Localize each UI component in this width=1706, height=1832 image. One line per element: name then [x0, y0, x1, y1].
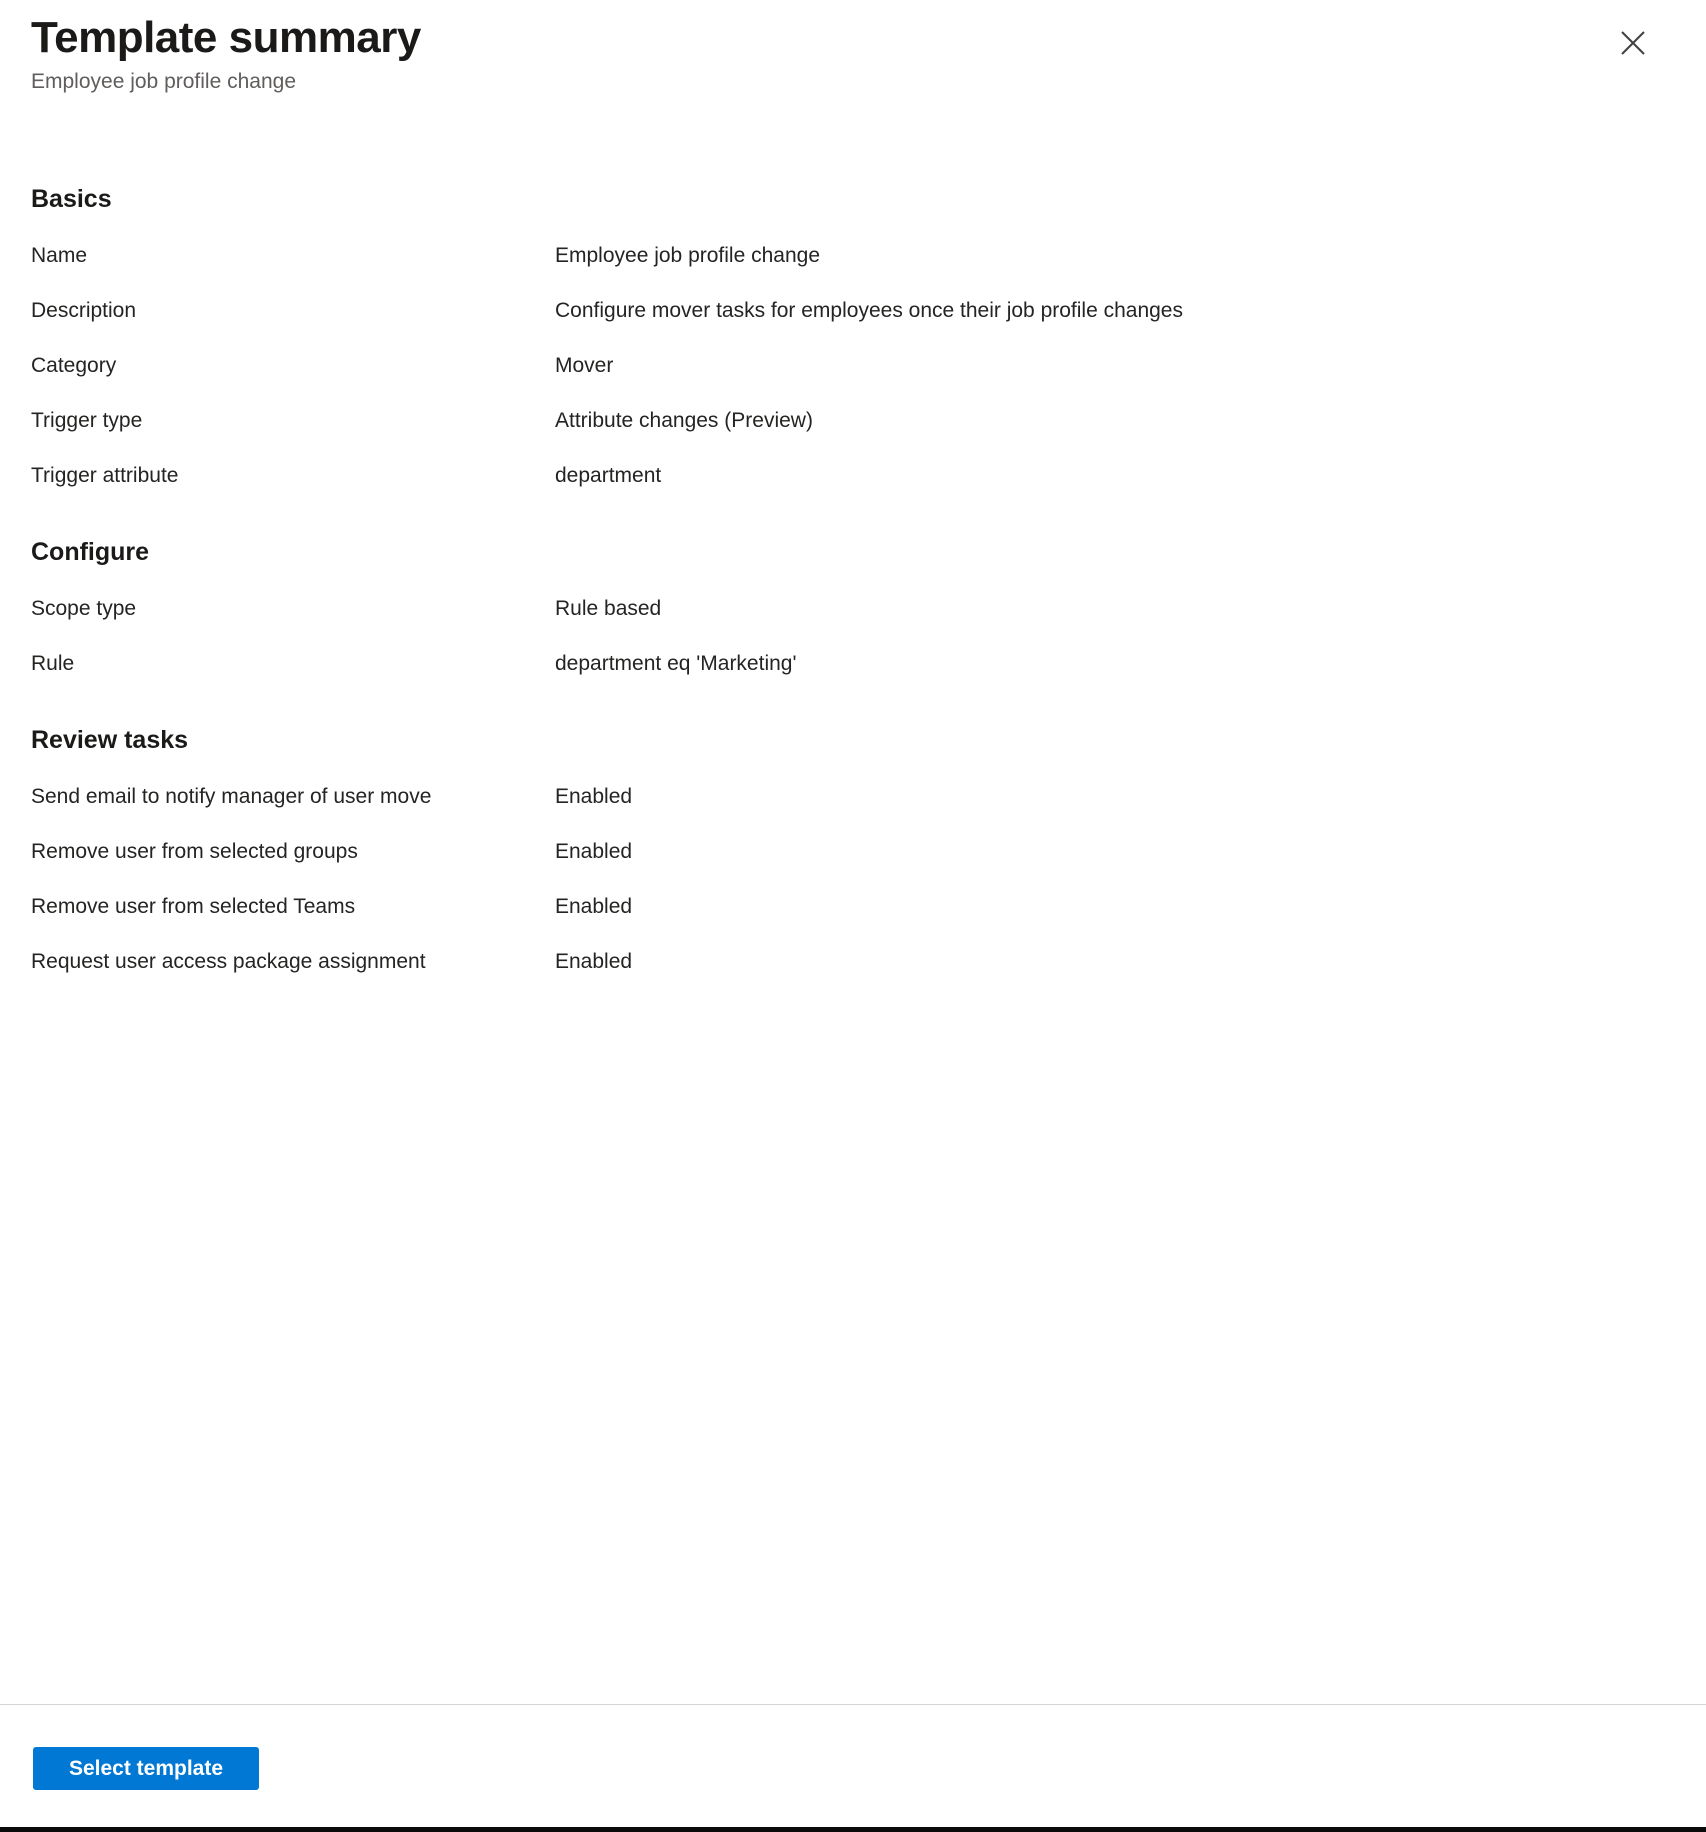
row-value: Mover	[555, 354, 614, 377]
task-status: Enabled	[555, 785, 633, 808]
page-subtitle: Employee job profile change	[31, 70, 297, 93]
task-status: Enabled	[555, 950, 633, 973]
row-label: Remove user from selected groups	[31, 840, 358, 863]
row-description	[31, 297, 1706, 325]
window-bottom-edge	[0, 1827, 1706, 1832]
row-value: Configure mover tasks for employees once their job profile changes	[555, 299, 1183, 322]
row-task-remove-groups	[31, 838, 1706, 866]
row-task-notify-manager	[31, 783, 1706, 811]
row-label: Trigger type	[31, 409, 143, 432]
footer-divider	[0, 1704, 1706, 1705]
section-review-tasks	[31, 724, 1706, 976]
row-label: Description	[31, 299, 137, 322]
select-template-button[interactable]: Select template	[33, 1747, 259, 1790]
row-scope-type	[31, 595, 1706, 623]
row-label: Category	[31, 354, 117, 377]
section-heading-review-tasks: Review tasks	[31, 726, 189, 754]
row-value: Employee job profile change	[555, 244, 821, 267]
row-task-remove-teams	[31, 893, 1706, 921]
row-label: Send email to notify manager of user move	[31, 785, 432, 808]
row-category	[31, 352, 1706, 380]
row-name	[31, 242, 1706, 270]
section-configure	[31, 536, 1706, 678]
row-value: department	[555, 464, 662, 487]
section-heading-configure: Configure	[31, 538, 150, 566]
row-task-access-package	[31, 948, 1706, 976]
page-title: Template summary	[31, 13, 421, 62]
row-value: Rule based	[555, 597, 662, 620]
summary-content	[31, 183, 1706, 976]
row-trigger-type	[31, 407, 1706, 435]
row-label: Rule	[31, 652, 75, 675]
row-label: Request user access package assignment	[31, 950, 426, 973]
row-label: Name	[31, 244, 88, 267]
task-status: Enabled	[555, 895, 633, 918]
close-button[interactable]	[1616, 26, 1650, 60]
row-label: Trigger attribute	[31, 464, 179, 487]
section-heading-basics: Basics	[31, 185, 112, 213]
row-value: Attribute changes (Preview)	[555, 409, 813, 432]
close-icon	[1620, 30, 1646, 56]
row-label: Remove user from selected Teams	[31, 895, 356, 918]
row-rule	[31, 650, 1706, 678]
section-basics	[31, 183, 1706, 490]
row-label: Scope type	[31, 597, 137, 620]
task-status: Enabled	[555, 840, 633, 863]
row-trigger-attribute	[31, 462, 1706, 490]
row-value: department eq 'Marketing'	[555, 652, 797, 675]
